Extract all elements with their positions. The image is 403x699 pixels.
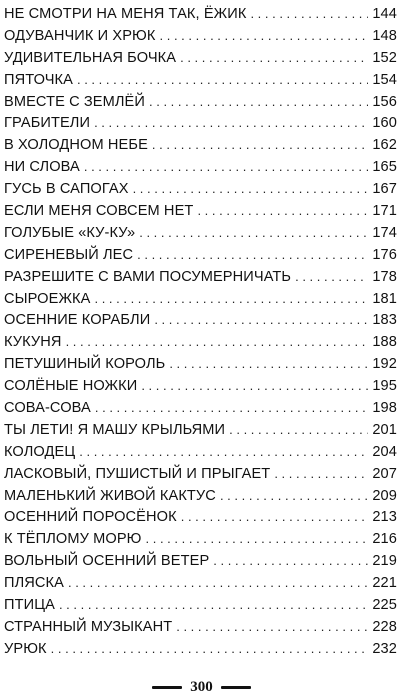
toc-entry-page: 204 [372, 443, 397, 460]
toc-entry-title: СТРАННЫЙ МУЗЫКАНТ [4, 618, 173, 635]
dot-leader [51, 638, 368, 660]
dot-leader [139, 222, 368, 244]
toc-entry-title: ВОЛЬНЫЙ ОСЕННИЙ ВЕТЕР [4, 553, 210, 570]
toc-entry [4, 47, 397, 69]
toc-entry-page: 171 [372, 203, 397, 220]
toc-entry [4, 25, 397, 47]
toc-entry-title: МАЛЕНЬКИЙ ЖИВОЙ КАКТУС [4, 487, 216, 504]
toc-entry-page: 176 [372, 246, 397, 263]
toc-entry-title: СОЛЁНЫЕ НОЖКИ [4, 378, 138, 395]
toc-entry [4, 309, 397, 331]
toc-entry-title: ПЛЯСКА [4, 575, 64, 592]
toc-entry-page: 219 [372, 553, 397, 570]
toc-entry-page: 174 [372, 224, 397, 241]
toc-entry-page: 232 [372, 640, 397, 657]
toc-entry-title: ГОЛУБЫЕ «КУ-КУ» [4, 224, 136, 241]
toc-entry [4, 506, 397, 528]
toc-entry-title: СЫРОЕЖКА [4, 290, 91, 307]
dot-leader [181, 506, 368, 528]
toc-entry-page: 183 [372, 312, 397, 329]
toc-entry-title: КОЛОДЕЦ [4, 443, 76, 460]
table-of-contents [4, 3, 397, 660]
toc-entry-page: 156 [372, 93, 397, 110]
dot-leader [180, 47, 368, 69]
dot-leader [95, 397, 368, 419]
toc-entry-title: ПЯТОЧКА [4, 71, 73, 88]
dot-leader [152, 134, 368, 156]
toc-entry-page: 160 [372, 115, 397, 132]
toc-entry-page: 221 [372, 575, 397, 592]
toc-entry-page: 165 [372, 159, 397, 176]
dot-leader [220, 485, 368, 507]
dot-leader [77, 69, 368, 91]
toc-entry [4, 112, 397, 134]
toc-entry [4, 616, 397, 638]
dot-leader [176, 616, 368, 638]
toc-entry-title: ВМЕСТЕ С ЗЕМЛЁЙ [4, 93, 145, 110]
toc-entry-page: 162 [372, 137, 397, 154]
toc-entry [4, 3, 397, 25]
toc-entry-title: ПЕТУШИНЫЙ КОРОЛЬ [4, 356, 166, 373]
toc-entry-title: НИ СЛОВА [4, 159, 80, 176]
dot-leader [141, 375, 368, 397]
toc-entry [4, 638, 397, 660]
page-footer [0, 680, 403, 695]
footer-dash-left [152, 686, 182, 689]
toc-entry [4, 528, 397, 550]
toc-entry-title: ОДУВАНЧИК И ХРЮК [4, 27, 156, 44]
toc-entry [4, 178, 397, 200]
toc-entry-page: 148 [372, 27, 397, 44]
dot-leader [197, 200, 368, 222]
toc-entry [4, 244, 397, 266]
toc-entry-title: УДИВИТЕЛЬНАЯ БОЧКА [4, 49, 177, 66]
dot-leader [250, 3, 368, 25]
toc-entry [4, 331, 397, 353]
dot-leader [66, 331, 368, 353]
toc-entry [4, 441, 397, 463]
toc-entry [4, 288, 397, 310]
toc-entry [4, 594, 397, 616]
toc-entry [4, 463, 397, 485]
toc-entry-page: 154 [372, 71, 397, 88]
toc-entry [4, 156, 397, 178]
toc-entry-page: 216 [372, 531, 397, 548]
toc-entry-title: КУКУНЯ [4, 334, 62, 351]
toc-entry-title: ОСЕННИЙ ПОРОСЁНОК [4, 509, 177, 526]
dot-leader [274, 463, 368, 485]
toc-entry-title: ЛАСКОВЫЙ, ПУШИСТЫЙ И ПРЫГАЕТ [4, 465, 271, 482]
toc-entry-title: СИРЕНЕВЫЙ ЛЕС [4, 246, 134, 263]
toc-entry-title: СОВА-СОВА [4, 400, 91, 417]
toc-entry-title: ГРАБИТЕЛИ [4, 115, 91, 132]
page-number: 300 [190, 679, 213, 695]
toc-entry-page: 144 [372, 6, 397, 22]
dot-leader [79, 441, 368, 463]
toc-entry [4, 419, 397, 441]
toc-entry-page: 228 [372, 618, 397, 635]
dot-leader [84, 156, 368, 178]
toc-entry [4, 222, 397, 244]
dot-leader [133, 178, 368, 200]
dot-leader [59, 594, 368, 616]
toc-entry-title: РАЗРЕШИТЕ С ВАМИ ПОСУМЕРНИЧАТЬ [4, 268, 292, 285]
toc-entry [4, 397, 397, 419]
toc-entry-title: НЕ СМОТРИ НА МЕНЯ ТАК, ЁЖИК [4, 6, 247, 22]
dot-leader [295, 266, 368, 288]
toc-entry-page: 198 [372, 400, 397, 417]
dot-leader [137, 244, 368, 266]
dot-leader [169, 353, 368, 375]
dot-leader [160, 25, 369, 47]
toc-entry-page: 188 [372, 334, 397, 351]
toc-entry [4, 134, 397, 156]
toc-entry-page: 195 [372, 378, 397, 395]
footer-dash-right [221, 686, 251, 689]
toc-entry [4, 266, 397, 288]
toc-entry-title: В ХОЛОДНОМ НЕБЕ [4, 137, 148, 154]
toc-entry [4, 485, 397, 507]
toc-entry-page: 225 [372, 597, 397, 614]
dot-leader [94, 112, 368, 134]
toc-entry [4, 550, 397, 572]
toc-entry-page: 213 [372, 509, 397, 526]
toc-entry-page: 181 [372, 290, 397, 307]
dot-leader [154, 309, 368, 331]
toc-entry-page: 209 [372, 487, 397, 504]
toc-entry [4, 200, 397, 222]
dot-leader [146, 528, 369, 550]
toc-entry [4, 572, 397, 594]
toc-entry-title: ТЫ ЛЕТИ! Я МАШУ КРЫЛЬЯМИ [4, 421, 226, 438]
toc-entry-page: 201 [372, 421, 397, 438]
toc-entry [4, 375, 397, 397]
toc-entry-page: 178 [372, 268, 397, 285]
toc-entry [4, 353, 397, 375]
toc-entry-page: 192 [372, 356, 397, 373]
dot-leader [94, 288, 368, 310]
toc-entry-title: К ТЁПЛОМУ МОРЮ [4, 531, 142, 548]
toc-entry-title: ОСЕННИЕ КОРАБЛИ [4, 312, 151, 329]
toc-entry-title: УРЮК [4, 640, 47, 657]
dot-leader [229, 419, 368, 441]
toc-entry-title: ГУСЬ В САПОГАХ [4, 181, 129, 198]
dot-leader [213, 550, 368, 572]
toc-entry-page: 207 [372, 465, 397, 482]
toc-entry-page: 152 [372, 49, 397, 66]
toc-entry-page: 167 [372, 181, 397, 198]
toc-entry-title: ЕСЛИ МЕНЯ СОВСЕМ НЕТ [4, 203, 194, 220]
toc-entry-title: ПТИЦА [4, 597, 55, 614]
toc-entry [4, 91, 397, 113]
dot-leader [149, 91, 368, 113]
toc-entry [4, 69, 397, 91]
dot-leader [68, 572, 368, 594]
